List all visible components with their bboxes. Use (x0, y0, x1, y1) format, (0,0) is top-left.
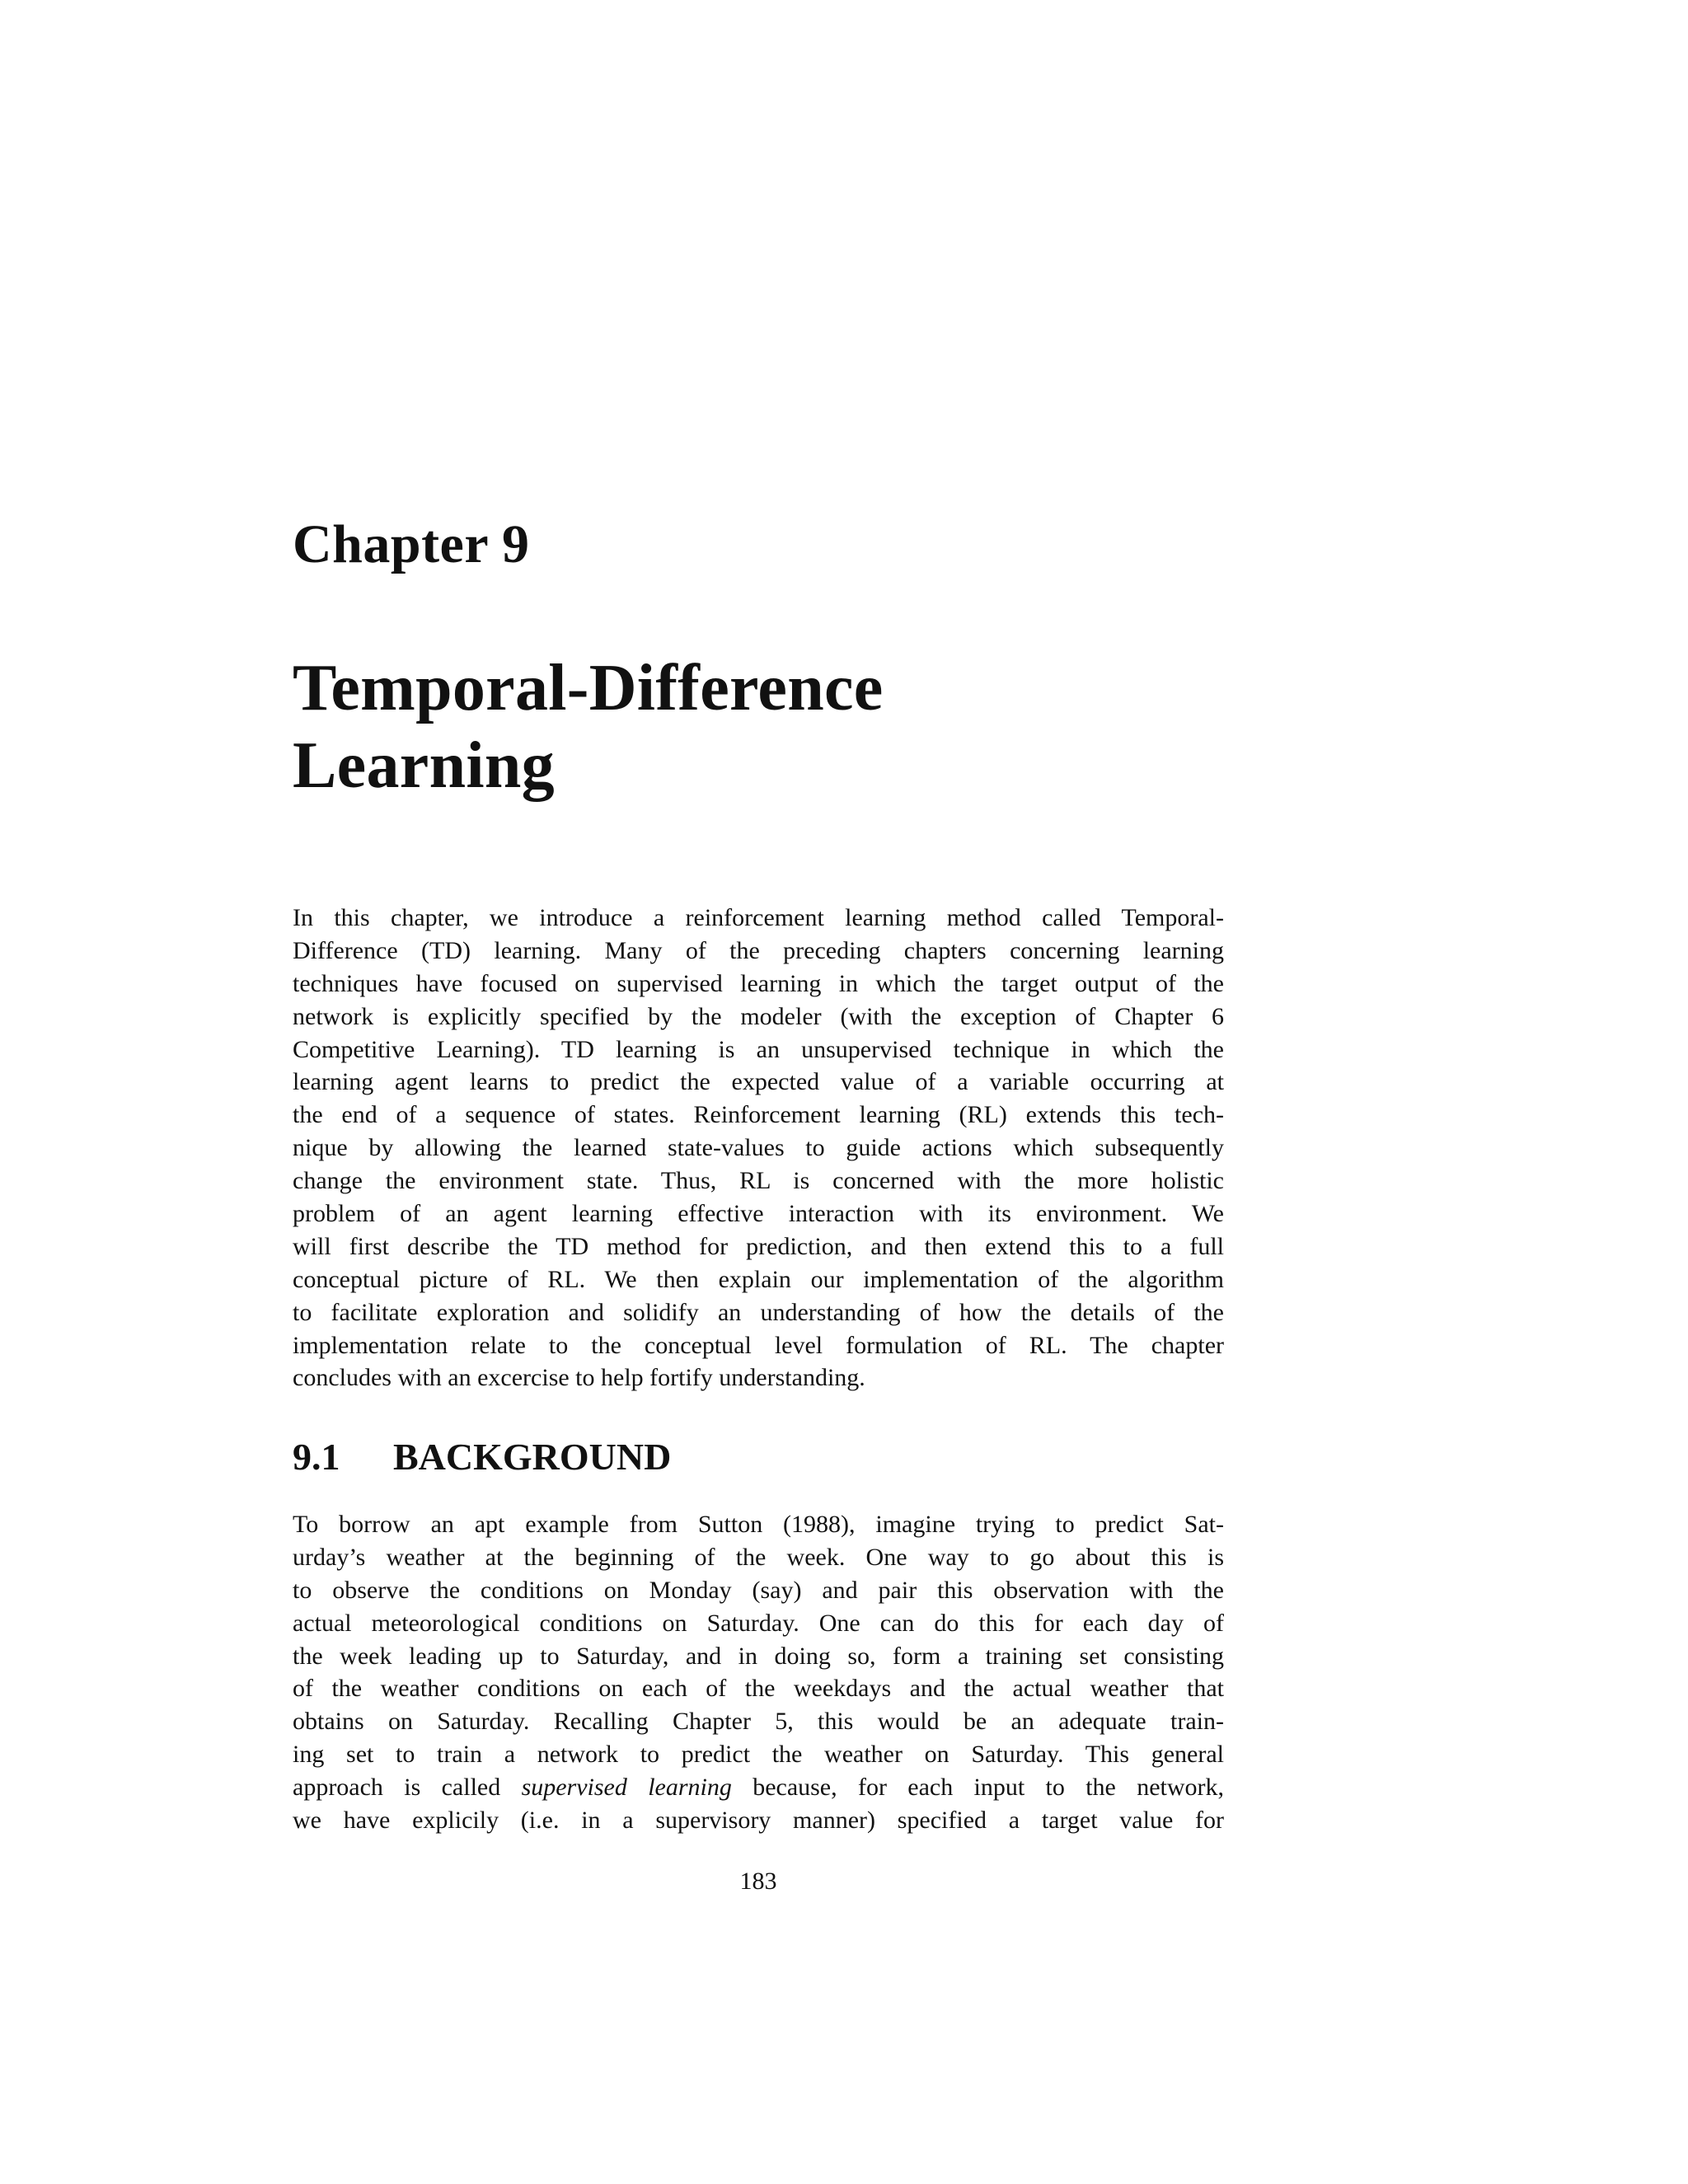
text-line: obtains on Saturday. Recalling Chapter 5, this would be an adequate train- (293, 1708, 1224, 1736)
text-line: to observe the conditions on Monday (say) and pair this observation with the (293, 1576, 1224, 1604)
section-heading (293, 1438, 671, 1476)
text-line: techniques have focused on supervised learning in which the target output of the (293, 969, 1224, 997)
text-line: we have explicily (i.e. in a supervisory manner) specified a target value for (293, 1807, 1224, 1835)
text-line: will first describe the TD method for prediction, and then extend this to a full (293, 1232, 1224, 1260)
chapter-label: Chapter 9 (293, 514, 530, 574)
text-line: learning agent learns to predict the expected value of a variable occurring at (293, 1068, 1224, 1096)
text-line: In this chapter, we introduce a reinforcement learning method called Temporal- (293, 904, 1224, 931)
text-line: To borrow an apt example from Sutton (1988), imagine trying to predict Sat- (293, 1511, 1224, 1538)
background-paragraph (293, 1508, 1224, 1837)
intro-paragraph (293, 902, 1224, 1394)
text-run: because, for each input to the network, (731, 1774, 1225, 1802)
text-line: nique by allowing the learned state-values to guide actions which subsequently (293, 1134, 1224, 1162)
text-line: concludes with an excercise to help fortify understanding. (293, 1364, 865, 1392)
text-line: the week leading up to Saturday, and in doing so, form a training set consisting (293, 1642, 1224, 1670)
text-line: change the environment state. Thus, RL is concerned with the more holistic (293, 1167, 1224, 1195)
chapter-title (293, 649, 884, 804)
page-number: 183 (739, 1868, 777, 1895)
text-line: problem of an agent learning effective interaction with its environment. We (293, 1200, 1224, 1228)
text-line (293, 1771, 1224, 1804)
text-line: the end of a sequence of states. Reinforcement learning (RL) extends this tech- (293, 1101, 1224, 1129)
text-line: Competitive Learning). TD learning is an unsupervised technique in which the (293, 1035, 1224, 1063)
text-line: actual meteorological conditions on Saturday. One can do this for each day of (293, 1609, 1224, 1637)
text-line: urday’s weather at the beginning of the week. One way to go about this is (293, 1543, 1224, 1571)
text-line: implementation relate to the conceptual level formulation of RL. The chapter (293, 1331, 1224, 1359)
section-title: BACKGROUND (393, 1436, 672, 1478)
chapter-title-line: Temporal-Difference (293, 652, 884, 724)
text-line: to facilitate exploration and solidify an understanding of how the details of the (293, 1298, 1224, 1326)
emphasis-text: supervised learning (521, 1774, 732, 1802)
text-line: conceptual picture of RL. We then explain our implementation of the algorithm (293, 1265, 1224, 1293)
text-line: Difference (TD) learning. Many of the preceding chapters concerning learning (293, 936, 1224, 964)
section-number: 9.1 (293, 1436, 340, 1478)
chapter-title-line: Learning (293, 729, 555, 802)
text-line: of the weather conditions on each of the weekdays and the actual weather that (293, 1675, 1224, 1703)
text-run: approach is called (293, 1774, 522, 1802)
text-line: ing set to train a network to predict the weather on Saturday. This general (293, 1741, 1224, 1769)
text-line: network is explicitly specified by the modeler (with the exception of Chapter 6 (293, 1002, 1224, 1030)
